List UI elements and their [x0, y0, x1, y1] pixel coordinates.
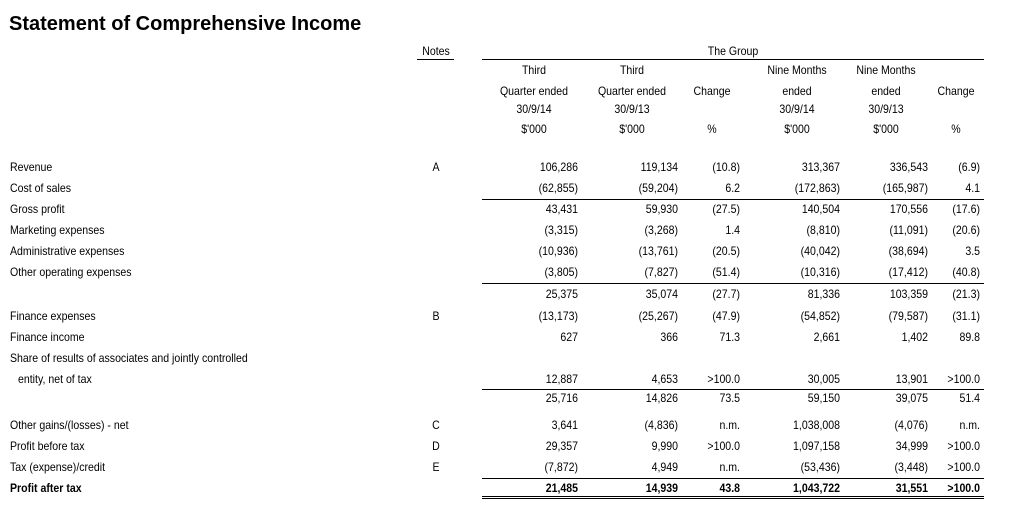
cell-q-change: 43.8 — [719, 481, 740, 495]
cell-q3-2014: (62,855) — [538, 181, 578, 195]
rule-total-top — [482, 478, 984, 479]
cell-q3-2013: (4,836) — [644, 418, 678, 432]
rule-gross-profit — [482, 199, 984, 200]
cell-q-change: (51.4) — [712, 265, 740, 279]
cell-9m-change: >100.0 — [947, 481, 980, 495]
cell-q3-2014: (7,872) — [544, 460, 578, 474]
cell-9m-2013: 170,556 — [889, 202, 928, 216]
cell-9m-2013: 1,402 — [901, 330, 928, 344]
cell-9m-2014: 140,504 — [801, 202, 840, 216]
cell-9m-2013: 13,901 — [895, 372, 928, 386]
cell-q3-2013: 4,653 — [651, 372, 678, 386]
cell-q3-2014: 43,431 — [545, 202, 578, 216]
row-label: Administrative expenses — [10, 244, 125, 258]
cell-q3-2013: 14,939 — [645, 481, 678, 495]
cell-9m-change: (20.6) — [952, 223, 980, 237]
cell-9m-2014: (172,863) — [794, 181, 840, 195]
cell-q3-2014: (13,173) — [538, 309, 578, 323]
cell-9m-2013: (11,091) — [889, 223, 928, 237]
cell-9m-change: 51.4 — [959, 391, 980, 405]
cell-9m-2013: (79,587) — [888, 309, 928, 323]
row-note: E — [432, 460, 440, 474]
cell-q-change: (20.5) — [712, 244, 740, 258]
cell-9m-2013: (17,412) — [888, 265, 928, 279]
cell-9m-change: (21.3) — [952, 287, 980, 301]
cell-q-change: n.m. — [719, 460, 740, 474]
row-label: Other operating expenses — [10, 265, 132, 279]
cell-q3-2014: 25,716 — [545, 391, 578, 405]
row-label: Tax (expense)/credit — [10, 460, 106, 474]
cell-9m-2013: (3,448) — [894, 460, 928, 474]
notes-underline — [417, 59, 454, 60]
row-note: C — [432, 418, 440, 432]
cell-9m-2014: 2,661 — [813, 330, 840, 344]
cell-q-change: >100.0 — [707, 439, 740, 453]
cell-9m-2014: 1,097,158 — [793, 439, 840, 453]
cell-9m-change: n.m. — [959, 418, 980, 432]
cell-9m-2014: 313,367 — [801, 160, 840, 174]
cell-q3-2013: 119,134 — [640, 160, 678, 174]
cell-q-change: 6.2 — [725, 181, 740, 195]
group-header: The Group — [707, 44, 759, 58]
cell-9m-2014: 59,150 — [807, 391, 840, 405]
cell-q3-2013: 4,949 — [651, 460, 678, 474]
cell-9m-change: >100.0 — [947, 460, 980, 474]
cell-q-change: 1.4 — [725, 223, 740, 237]
cell-9m-2014: 30,005 — [807, 372, 840, 386]
cell-9m-2013: 34,999 — [895, 439, 928, 453]
row-note: B — [432, 309, 440, 323]
cell-9m-2013: 39,075 — [895, 391, 928, 405]
cell-9m-change: (31.1) — [952, 309, 980, 323]
cell-9m-2013: (38,694) — [888, 244, 928, 258]
rule-total-bottom-1 — [482, 496, 984, 497]
row-label: Share of results of associates and jointly controlled — [10, 351, 248, 365]
cell-q-change: (27.7) — [712, 287, 740, 301]
rule-after-associates — [482, 389, 984, 390]
cell-9m-2013: 31,551 — [895, 481, 928, 495]
cell-q3-2014: 21,485 — [545, 481, 578, 495]
cell-9m-2014: (8,810) — [806, 223, 840, 237]
cell-9m-change: 89.8 — [959, 330, 980, 344]
cell-9m-2013: 336,543 — [889, 160, 928, 174]
cell-q-change: (10.8) — [712, 160, 740, 174]
cell-q3-2014: 106,286 — [539, 160, 578, 174]
cell-q-change: 71.3 — [719, 330, 740, 344]
cell-9m-2014: (10,316) — [800, 265, 840, 279]
cell-q-change: (27.5) — [712, 202, 740, 216]
cell-9m-change: >100.0 — [947, 372, 980, 386]
cell-q3-2013: 59,930 — [645, 202, 678, 216]
cell-q3-2013: (13,761) — [638, 244, 678, 258]
page-title: Statement of Comprehensive Income — [9, 13, 362, 35]
row-note: A — [432, 160, 440, 174]
cell-9m-2013: (4,076) — [894, 418, 928, 432]
cell-q-change: (47.9) — [712, 309, 740, 323]
notes-header: Notes — [422, 44, 450, 58]
row-note: D — [432, 439, 440, 453]
row-label: Marketing expenses — [10, 223, 105, 237]
rule-operating-total — [482, 283, 984, 284]
cell-q3-2014: 3,641 — [551, 418, 578, 432]
row-label: Finance income — [10, 330, 85, 344]
cell-q3-2013: (7,827) — [644, 265, 678, 279]
cell-q3-2014: (10,936) — [538, 244, 578, 258]
row-label: Gross profit — [10, 202, 65, 216]
row-label: Cost of sales — [10, 181, 72, 195]
row-label: Finance expenses — [10, 309, 96, 323]
cell-q3-2013: (25,267) — [638, 309, 678, 323]
cell-q3-2013: 366 — [660, 330, 678, 344]
cell-9m-2014: 1,043,722 — [793, 481, 840, 495]
row-label: Profit before tax — [10, 439, 85, 453]
cell-q3-2014: 627 — [560, 330, 578, 344]
row-label: Revenue — [10, 160, 53, 174]
cell-9m-change: 3.5 — [965, 244, 980, 258]
cell-q3-2013: 9,990 — [651, 439, 678, 453]
cell-9m-2014: (54,852) — [800, 309, 840, 323]
group-underline — [482, 59, 984, 60]
cell-9m-change: (40.8) — [952, 265, 980, 279]
cell-q3-2014: 29,357 — [545, 439, 578, 453]
cell-q3-2013: (59,204) — [638, 181, 678, 195]
cell-q3-2014: 12,887 — [545, 372, 578, 386]
cell-q-change: 73.5 — [719, 391, 740, 405]
cell-9m-2014: 1,038,008 — [793, 418, 840, 432]
row-label: entity, net of tax — [18, 372, 92, 386]
cell-9m-2014: (53,436) — [800, 460, 840, 474]
cell-9m-change: (17.6) — [952, 202, 980, 216]
cell-9m-change: (6.9) — [958, 160, 980, 174]
cell-9m-change: 4.1 — [965, 181, 980, 195]
cell-9m-2014: 81,336 — [807, 287, 840, 301]
cell-q3-2013: 35,074 — [645, 287, 678, 301]
rule-total-bottom-2 — [482, 498, 984, 499]
cell-q3-2014: 25,375 — [545, 287, 578, 301]
cell-q-change: n.m. — [719, 418, 740, 432]
cell-q3-2013: (3,268) — [644, 223, 678, 237]
row-label: Profit after tax — [10, 481, 82, 495]
cell-q3-2013: 14,826 — [645, 391, 678, 405]
cell-9m-2014: (40,042) — [800, 244, 840, 258]
cell-q-change: >100.0 — [707, 372, 740, 386]
cell-9m-2013: (165,987) — [882, 181, 928, 195]
cell-q3-2014: (3,805) — [544, 265, 578, 279]
row-label: Other gains/(losses) - net — [10, 418, 129, 432]
cell-9m-2013: 103,359 — [889, 287, 928, 301]
cell-9m-change: >100.0 — [947, 439, 980, 453]
cell-q3-2014: (3,315) — [544, 223, 578, 237]
